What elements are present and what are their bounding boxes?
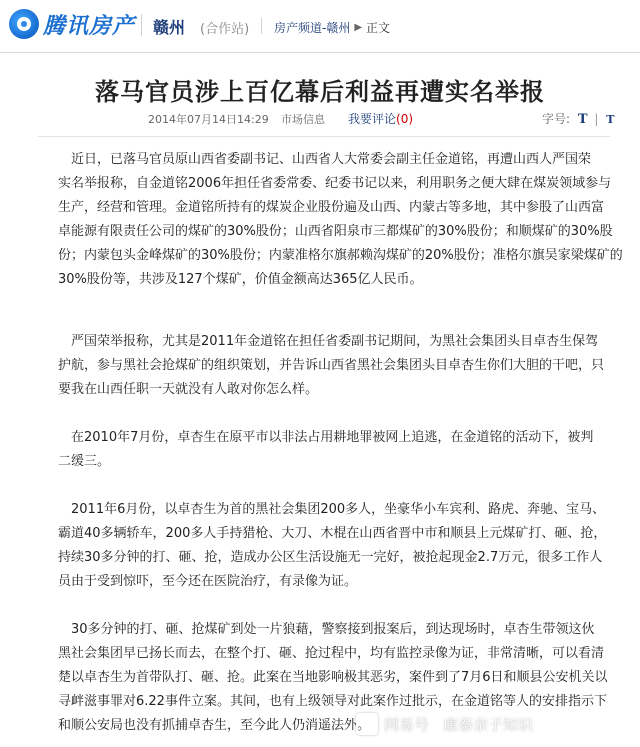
article-title: 落马官员涉上百亿幕后利益再遭实名举报 [95, 77, 545, 106]
paragraph-line: 实名举报称，自金道铭2006年担任省委常委、纪委书记以来，利用职务之便大肆在煤炭领域参与 [58, 176, 612, 191]
article-paragraph [58, 498, 624, 594]
watermark [356, 712, 533, 736]
paragraph-line: 楚以卓杏生为首带队打、砸、抢。此案在当地影响极其恶劣，案件到了7月6日和顺县公安机关以 [58, 670, 608, 685]
article-paragraph [58, 618, 624, 738]
article-paragraph [58, 148, 624, 292]
paragraph-line: 30多分钟的打、砸、抢煤矿到处一片狼藉，警察接到报案后，到达现场时，卓杏生带领这伙 [71, 622, 595, 637]
paragraph-line: 寻衅滋事罪对6.22事件立案。其间，也有上级领导对此案作过批示，在金道铭等人的安排指示下 [58, 694, 607, 709]
breadcrumb-channel-link[interactable]: 房产频道-赣州 [274, 21, 351, 35]
article-paragraph [58, 426, 624, 474]
paragraph-line: 严国荣举报称，尤其是2011年金道铭在担任省委副书记期间，为黑社会集团头目卓杏生保驾 [71, 334, 599, 349]
header-divider [141, 14, 142, 36]
comment-label: 我要评论 [348, 112, 397, 126]
paragraph-line: 在2010年7月份，卓杏生在原平市以非法占用耕地罪被网上追逃，在金道铭的活动下，被判 [71, 430, 594, 445]
watermark-right-text: 康泰亲子知识 [443, 715, 534, 734]
paragraph-line: 份；内蒙包头金峰煤矿的30%股份；内蒙准格尔旗郝赖沟煤矿的20%股份；准格尔旗吴家梁煤矿的 [58, 248, 623, 263]
comment-link[interactable] [348, 110, 413, 127]
comment-count: (0) [396, 112, 414, 126]
article-paragraph [58, 330, 624, 402]
paragraph-line: 近日，已落马官员原山西省委副书记、山西省人大常委会副主任金道铭，再遭山西人严国荣 [71, 152, 592, 167]
breadcrumb-divider [261, 18, 262, 34]
city-name[interactable]: 赣州 [153, 18, 186, 37]
paragraph-line: 黑社会集团早已扬长而去，在整个打、砸、抢过程中，均有监控录像为证，非常清晰，可以看清 [58, 646, 605, 661]
font-size-divider: | [594, 112, 599, 126]
breadcrumb [274, 19, 390, 36]
paragraph-line: 和顺公安局也没有抓捕卓杏生，至今此人仍消遥法外。 [58, 718, 371, 733]
logo-text: 腾讯房产 [43, 13, 136, 39]
watermark-logo-icon [356, 713, 378, 735]
site-header [0, 0, 640, 53]
paragraph-line: 卓能源有限责任公司的煤矿的30%股份；山西省阳泉市三都煤矿的30%股份；和顺煤矿的30%股 [58, 224, 613, 239]
paragraph-line: 生产，经营和管理。金道铭所持有的煤炭企业股份遍及山西、内蒙古等多地，其中参股了山西富 [58, 200, 605, 215]
article-source: 市场信息 [281, 113, 325, 126]
paragraph-line: 持续30多分钟的打、砸、抢，造成办公区生活设施无一完好，被抢起现金2.7万元，很多工作人 [58, 550, 603, 565]
publish-date: 2014年07月14日14:29 [148, 113, 269, 126]
paragraph-line: 二缓三。 [58, 454, 111, 469]
breadcrumb-current: 正文 [366, 21, 391, 35]
title-divider [38, 136, 610, 137]
chevron-right-icon: ▶ [354, 22, 363, 33]
paragraph-line: 要我在山西任职一天就没有人敢对你怎么样。 [58, 382, 319, 397]
paragraph-line: 护航，参与黑社会抢煤矿的组织策划，并告诉山西省黑社会集团头目卓杏生你们大胆的干吧，只 [58, 358, 605, 373]
watermark-left-text: 网易号 [384, 715, 430, 734]
watermark-divider [435, 715, 437, 733]
paragraph-line: 员由于受到惊吓，至今还在医院治疗，有录像为证。 [58, 574, 358, 589]
font-size-label: 字号: [542, 112, 571, 126]
font-size-control [542, 110, 614, 127]
paragraph-line: 30%股份等，共涉及127个煤矿，价值金额高达365亿人民币。 [58, 272, 423, 287]
tencent-logo-icon [9, 9, 39, 39]
article-meta [148, 111, 618, 127]
font-size-small-button[interactable]: T [606, 113, 615, 126]
partner-label: (合作站) [200, 22, 250, 37]
font-size-large-button[interactable]: T [577, 112, 588, 127]
paragraph-line: 2011年6月份，以卓杏生为首的黑社会集团200多人，坐豪华小车宾利、路虎、奔驰、宝马、 [71, 502, 606, 517]
site-logo[interactable] [9, 8, 135, 40]
paragraph-line: 霸道40多辆轿车，200多人手持猎枪、大刀、木棍在山西省晋中市和顺县上元煤矿打、砸、抢， [58, 526, 607, 541]
